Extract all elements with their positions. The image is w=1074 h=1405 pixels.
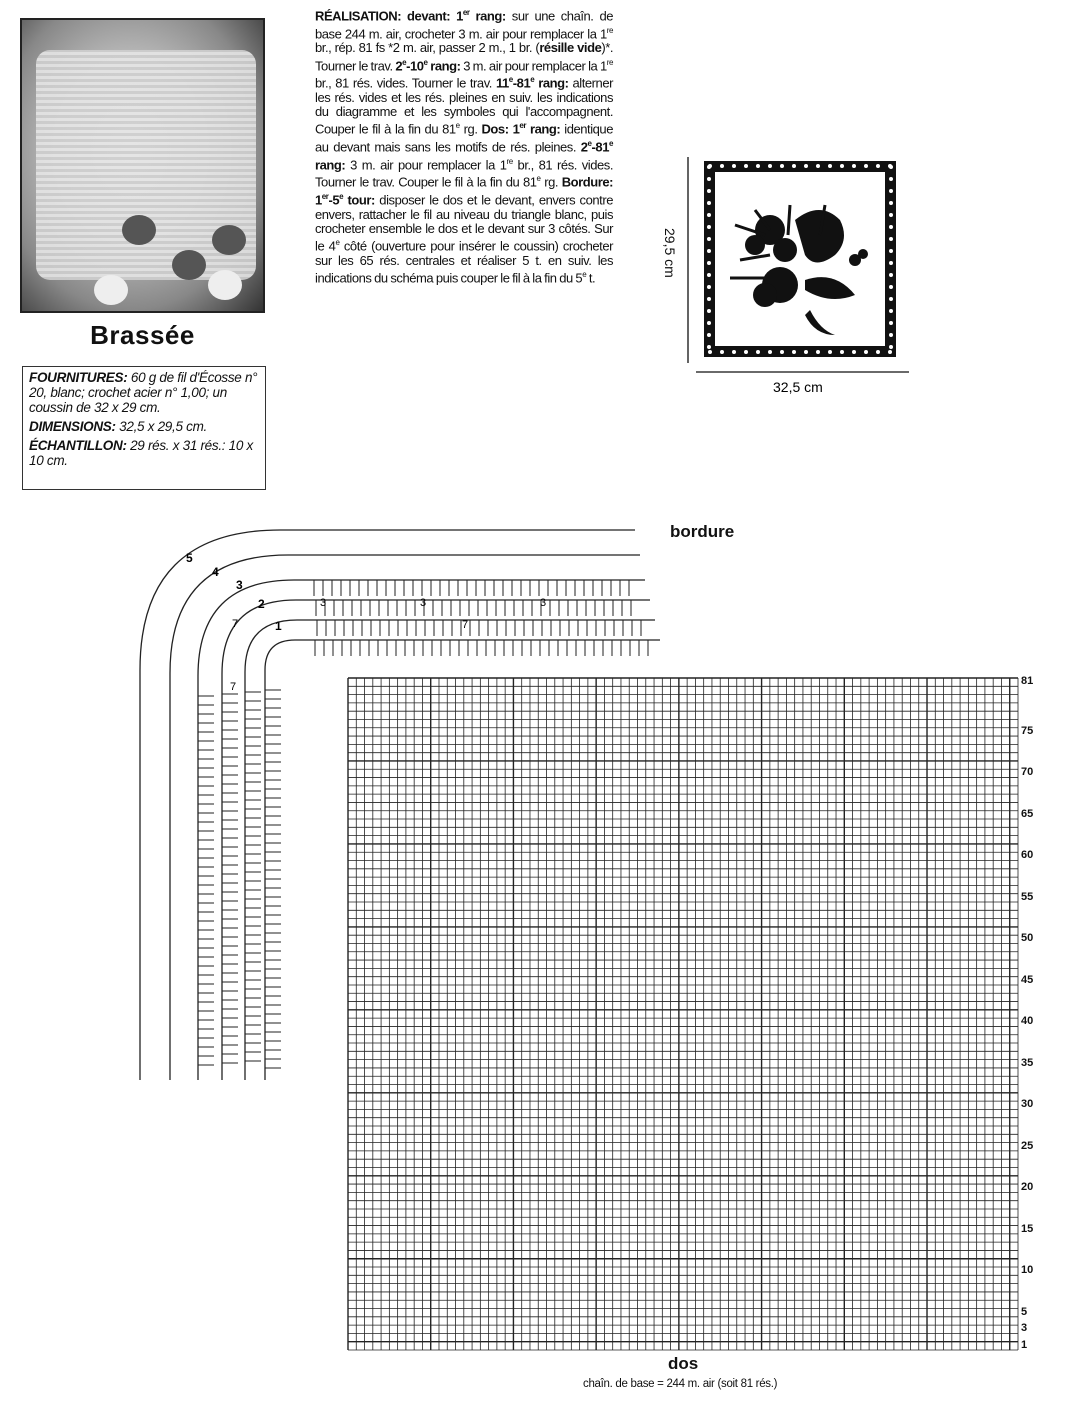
instruction-segment: t. [586, 270, 596, 286]
instruction-segment: 11 [495, 75, 509, 91]
instruction-segment: br., 81 rés. vides. Tourner le trav. [315, 75, 496, 91]
materials-value: 29 rés. x 31 rés.: 10 x 10 cm. [29, 438, 254, 468]
instruction-segment: Dos: 1 [481, 121, 520, 137]
instructions-text [315, 6, 613, 286]
instruction-segment: RÉALISATION: devant: 1 [315, 8, 463, 24]
instruction-segment: e [402, 57, 407, 67]
row-number: 55 [1021, 890, 1034, 903]
materials-label: DIMENSIONS: [29, 419, 116, 434]
row-number: 75 [1021, 724, 1034, 737]
materials-value: 60 g de fil d'Écosse n° 20, blanc; crochet acier n° 1,00; un coussin de 32 x 29 cm. [29, 370, 258, 415]
instruction-segment: -10 [406, 57, 424, 73]
materials-entry [29, 419, 259, 434]
materials-entry [29, 370, 259, 415]
instruction-segment: 3 m. air pour remplacer la 1 [460, 57, 607, 73]
instruction-segment: re [606, 57, 613, 67]
instruction-segment: e [339, 191, 344, 201]
row-number: 5 [1021, 1305, 1028, 1318]
instruction-segment: )*. Tourner le trav. [315, 40, 614, 73]
row-number: 45 [1021, 973, 1034, 986]
instruction-segment: br., rép. 81 fs *2 m. air, passer 2 m., 1 br. ( [315, 40, 540, 56]
instruction-segment: rg. [459, 121, 482, 137]
row-number: 15 [1021, 1222, 1034, 1235]
instruction-segment: e [508, 75, 513, 85]
instruction-segment: br., 81 rés. vides. Tourner le trav. Couper le fil à la fin du 81 [315, 156, 613, 190]
instruction-segment: 2 [395, 57, 403, 73]
instruction-segment: er [519, 121, 527, 131]
bordure-label: bordure [670, 522, 735, 541]
instruction-segment: résille vide [539, 40, 602, 56]
materials-value: 32,5 x 29,5 cm. [115, 419, 207, 434]
instruction-segment: e [609, 139, 613, 149]
instruction-segment: rang: [427, 57, 461, 73]
instruction-segment: e [530, 75, 535, 85]
rose-image [212, 225, 246, 255]
dos-label: dos [668, 1354, 699, 1373]
materials-box [22, 366, 266, 490]
instruction-segment: -81 [512, 75, 531, 91]
pattern-title: Brassée [90, 320, 195, 350]
round-number: 4 [212, 565, 219, 579]
instruction-segment: 2 [580, 139, 588, 155]
row-number: 3 [1021, 1322, 1028, 1335]
instruction-segment: e [536, 174, 541, 184]
rose-image [208, 270, 242, 300]
motif-chart [685, 150, 925, 400]
instruction-segment: e [335, 238, 340, 248]
instruction-segment: rang: [315, 156, 346, 172]
chain-count: 7 [462, 619, 469, 631]
instruction-segment: e [582, 270, 587, 280]
chain-count: 7 [230, 681, 237, 693]
round-number: 5 [186, 551, 193, 565]
instruction-segment: rang: [526, 121, 561, 137]
instruction-segment: sur une chaîn. de base 244 m. air, crocheter 3 m. air pour remplacer la 1 [315, 8, 613, 41]
width-label: 32,5 cm [773, 379, 823, 395]
instruction-segment: er [321, 191, 329, 201]
materials-entry [29, 438, 259, 468]
pillow-photo [20, 18, 265, 313]
rose-image [172, 250, 206, 280]
instruction-segment: tour: [343, 192, 375, 208]
instruction-segment: rang: [469, 8, 506, 24]
round-number: 3 [236, 578, 243, 592]
rose-image [94, 275, 128, 305]
round-number: 1 [275, 619, 282, 633]
instruction-segment: -81 [591, 139, 609, 155]
instruction-segment: -5 [328, 192, 340, 208]
instruction-segment: re [506, 156, 513, 166]
chain-count: 3 [320, 597, 327, 609]
filet-grid [340, 670, 1074, 1360]
row-number: 35 [1021, 1056, 1034, 1069]
instruction-segment: disposer le dos et le devant, envers contre envers, rattacher le fil au niveau du triangle blanc, puis crocheter ensemble le dos et le devant sur 3 côtés. Sur le 4 [315, 192, 613, 254]
row-number: 10 [1021, 1264, 1034, 1277]
row-number: 70 [1021, 766, 1034, 779]
materials-label: ÉCHANTILLON: [29, 438, 127, 453]
row-number: 1 [1021, 1338, 1028, 1351]
row-number: 25 [1021, 1139, 1034, 1152]
row-number: 30 [1021, 1098, 1034, 1111]
height-label: 29,5 cm [662, 228, 678, 278]
row-number: 40 [1021, 1015, 1034, 1028]
chain-count: 7 [232, 618, 239, 630]
instruction-segment: 3 m. air pour remplacer la 1 [345, 156, 507, 172]
row-number: 20 [1021, 1181, 1034, 1194]
instruction-segment: re [606, 25, 613, 35]
rose-image [122, 215, 156, 245]
chain-count: 3 [540, 597, 547, 609]
instruction-segment: rang: [534, 75, 569, 91]
instruction-segment: Bordure: 1 [315, 174, 613, 208]
instruction-segment: côté (ouverture pour insérer le coussin) crocheter sur les 65 rés. centrales et réaliser 5 t. en suiv. les indications du schéma puis couper le fil à la fin du 5 [315, 238, 613, 286]
row-number: 50 [1021, 932, 1034, 945]
materials-label: FOURNITURES: [29, 370, 128, 385]
instruction-segment: e [423, 57, 428, 67]
instruction-segment: er [462, 8, 470, 17]
chain-count: 3 [420, 597, 427, 609]
base-chain-caption: chaîn. de base = 244 m. air (soit 81 rés.) [583, 1378, 778, 1390]
instruction-segment: rg. [540, 174, 562, 190]
instruction-segment: identique au devant mais sans les motifs de rés. pleines. [315, 121, 613, 155]
row-number: 60 [1021, 849, 1034, 862]
round-number: 2 [258, 597, 265, 611]
row-number: 65 [1021, 807, 1034, 820]
instruction-segment: alterner les rés. vides et les rés. pleines en suiv. les indications du diagramme et les symboles qui l'accompagnent. Couper le fil à la fin du 81 [315, 75, 613, 137]
instruction-segment: e [587, 139, 592, 149]
instruction-segment: e [455, 121, 460, 131]
row-number: 81 [1021, 675, 1034, 688]
